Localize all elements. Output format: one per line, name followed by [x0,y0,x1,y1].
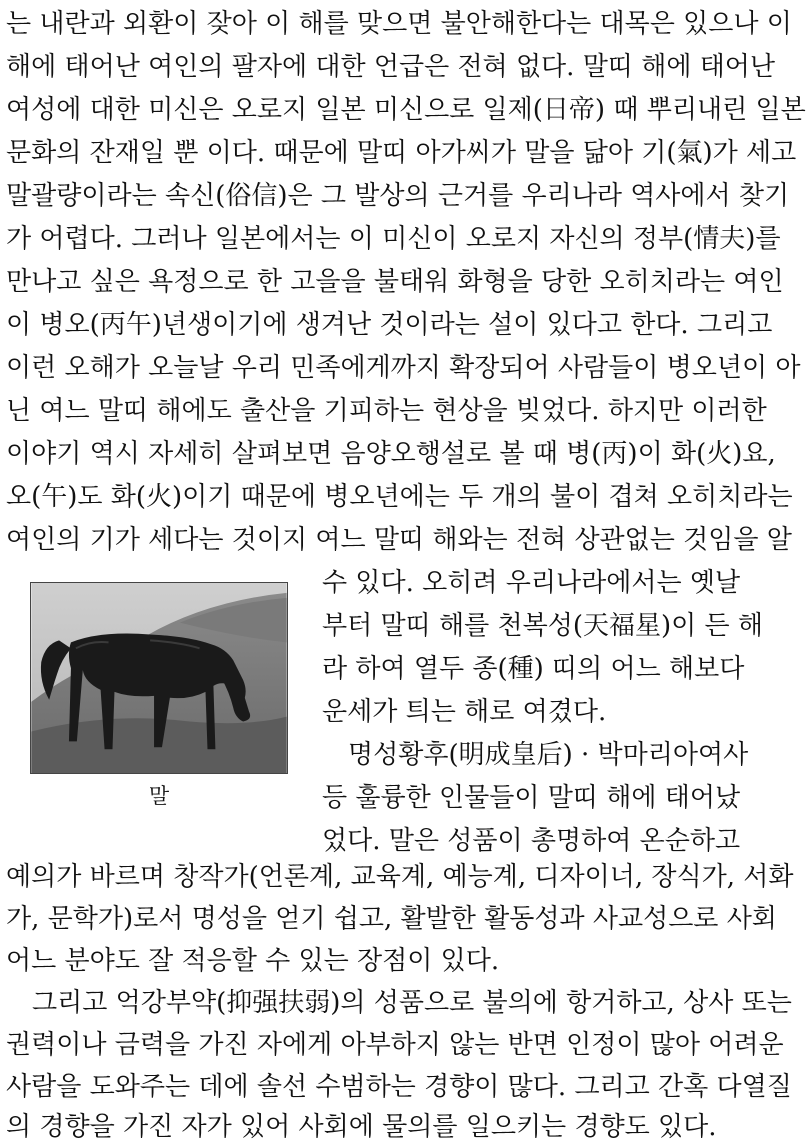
text-line-wrapped: 었다. 말은 성품이 총명하여 온순하고 [322,826,741,856]
text-line: 만나고 싶은 욕정으로 한 고을을 불태워 화형을 당한 오히치라는 여인 [6,267,784,297]
text-line: 어느 분야도 잘 적응할 수 있는 장점이 있다. [6,946,500,976]
text-line: 의 경향을 가진 자가 있어 사회에 물의를 일으키는 경향도 있다. [6,1112,717,1142]
text-line: 여성에 대한 미신은 오로지 일본 미신으로 일제(日帝) 때 뿌리내린 일본 [6,95,806,125]
text-line-wrapped: 수 있다. 오히려 우리나라에서는 옛날 [322,568,741,598]
text-line-wrapped: 부터 말띠 해를 천복성(天福星)이 든 해 [322,611,764,641]
text-line: 여인의 기가 세다는 것이지 여느 말띠 해와는 전혀 상관없는 것임을 알 [6,525,792,555]
text-line: 가, 문학가)로서 명성을 얻기 쉽고, 활발한 활동성과 사교성으로 사회 [6,904,777,934]
text-line-wrapped: 라 하여 열두 종(種) 띠의 어느 해보다 [322,654,745,684]
text-line: 예의가 바르며 창작가(언론계, 교육계, 예능계, 디자이너, 장식가, 서화 [6,862,794,892]
text-line: 그리고 억강부약(抑强扶弱)의 성품으로 불의에 항거하고, 상사 또는 [6,988,792,1018]
text-line: 해에 태어난 여인의 팔자에 대한 언급은 전혀 없다. 말띠 해에 태어난 [6,52,776,82]
text-line: 닌 여느 말띠 해에도 출산을 기피하는 현상을 빚었다. 하지만 이러한 [6,396,767,426]
text-line: 말괄량이라는 속신(俗信)은 그 발상의 근거를 우리나라 역사에서 찾기 [6,181,790,211]
text-line: 는 내란과 외환이 잦아 이 해를 맞으면 불안해한다는 대목은 있으나 이 [6,9,792,39]
text-line: 권력이나 금력을 가진 자에게 아부하지 않는 반면 인정이 많아 어려운 [6,1030,784,1060]
text-line-wrapped: 명성황후(明成皇后) · 박마리아여사 [322,740,749,770]
text-line: 오(午)도 화(火)이기 때문에 병오년에는 두 개의 불이 겹쳐 오히치라는 [6,482,793,512]
text-line-wrapped: 운세가 틔는 해로 여겼다. [322,697,607,727]
horse-photo [30,582,288,774]
text-line: 이야기 역시 자세히 살펴보면 음양오행설로 볼 때 병(丙)이 화(火)요, [6,439,776,469]
text-line: 이런 오해가 오늘날 우리 민족에게까지 확장되어 사람들이 병오년이 아 [6,353,801,383]
text-line: 문화의 잔재일 뿐 이다. 때문에 말띠 아가씨가 말을 닮아 기(氣)가 세고 [6,138,797,168]
photo-caption: 말 [148,784,170,808]
text-line-wrapped: 등 훌륭한 인물들이 말띠 해에 태어났 [322,783,741,813]
text-line: 가 어렵다. 그러나 일본에서는 이 미신이 오로지 자신의 정부(情夫)를 [6,224,781,254]
text-line: 사람을 도와주는 데에 솔선 수범하는 경향이 많다. 그리고 간혹 다열질 [6,1072,792,1102]
text-line: 이 병오(丙午)년생이기에 생겨난 것이라는 설이 있다고 한다. 그리고 [6,310,773,340]
